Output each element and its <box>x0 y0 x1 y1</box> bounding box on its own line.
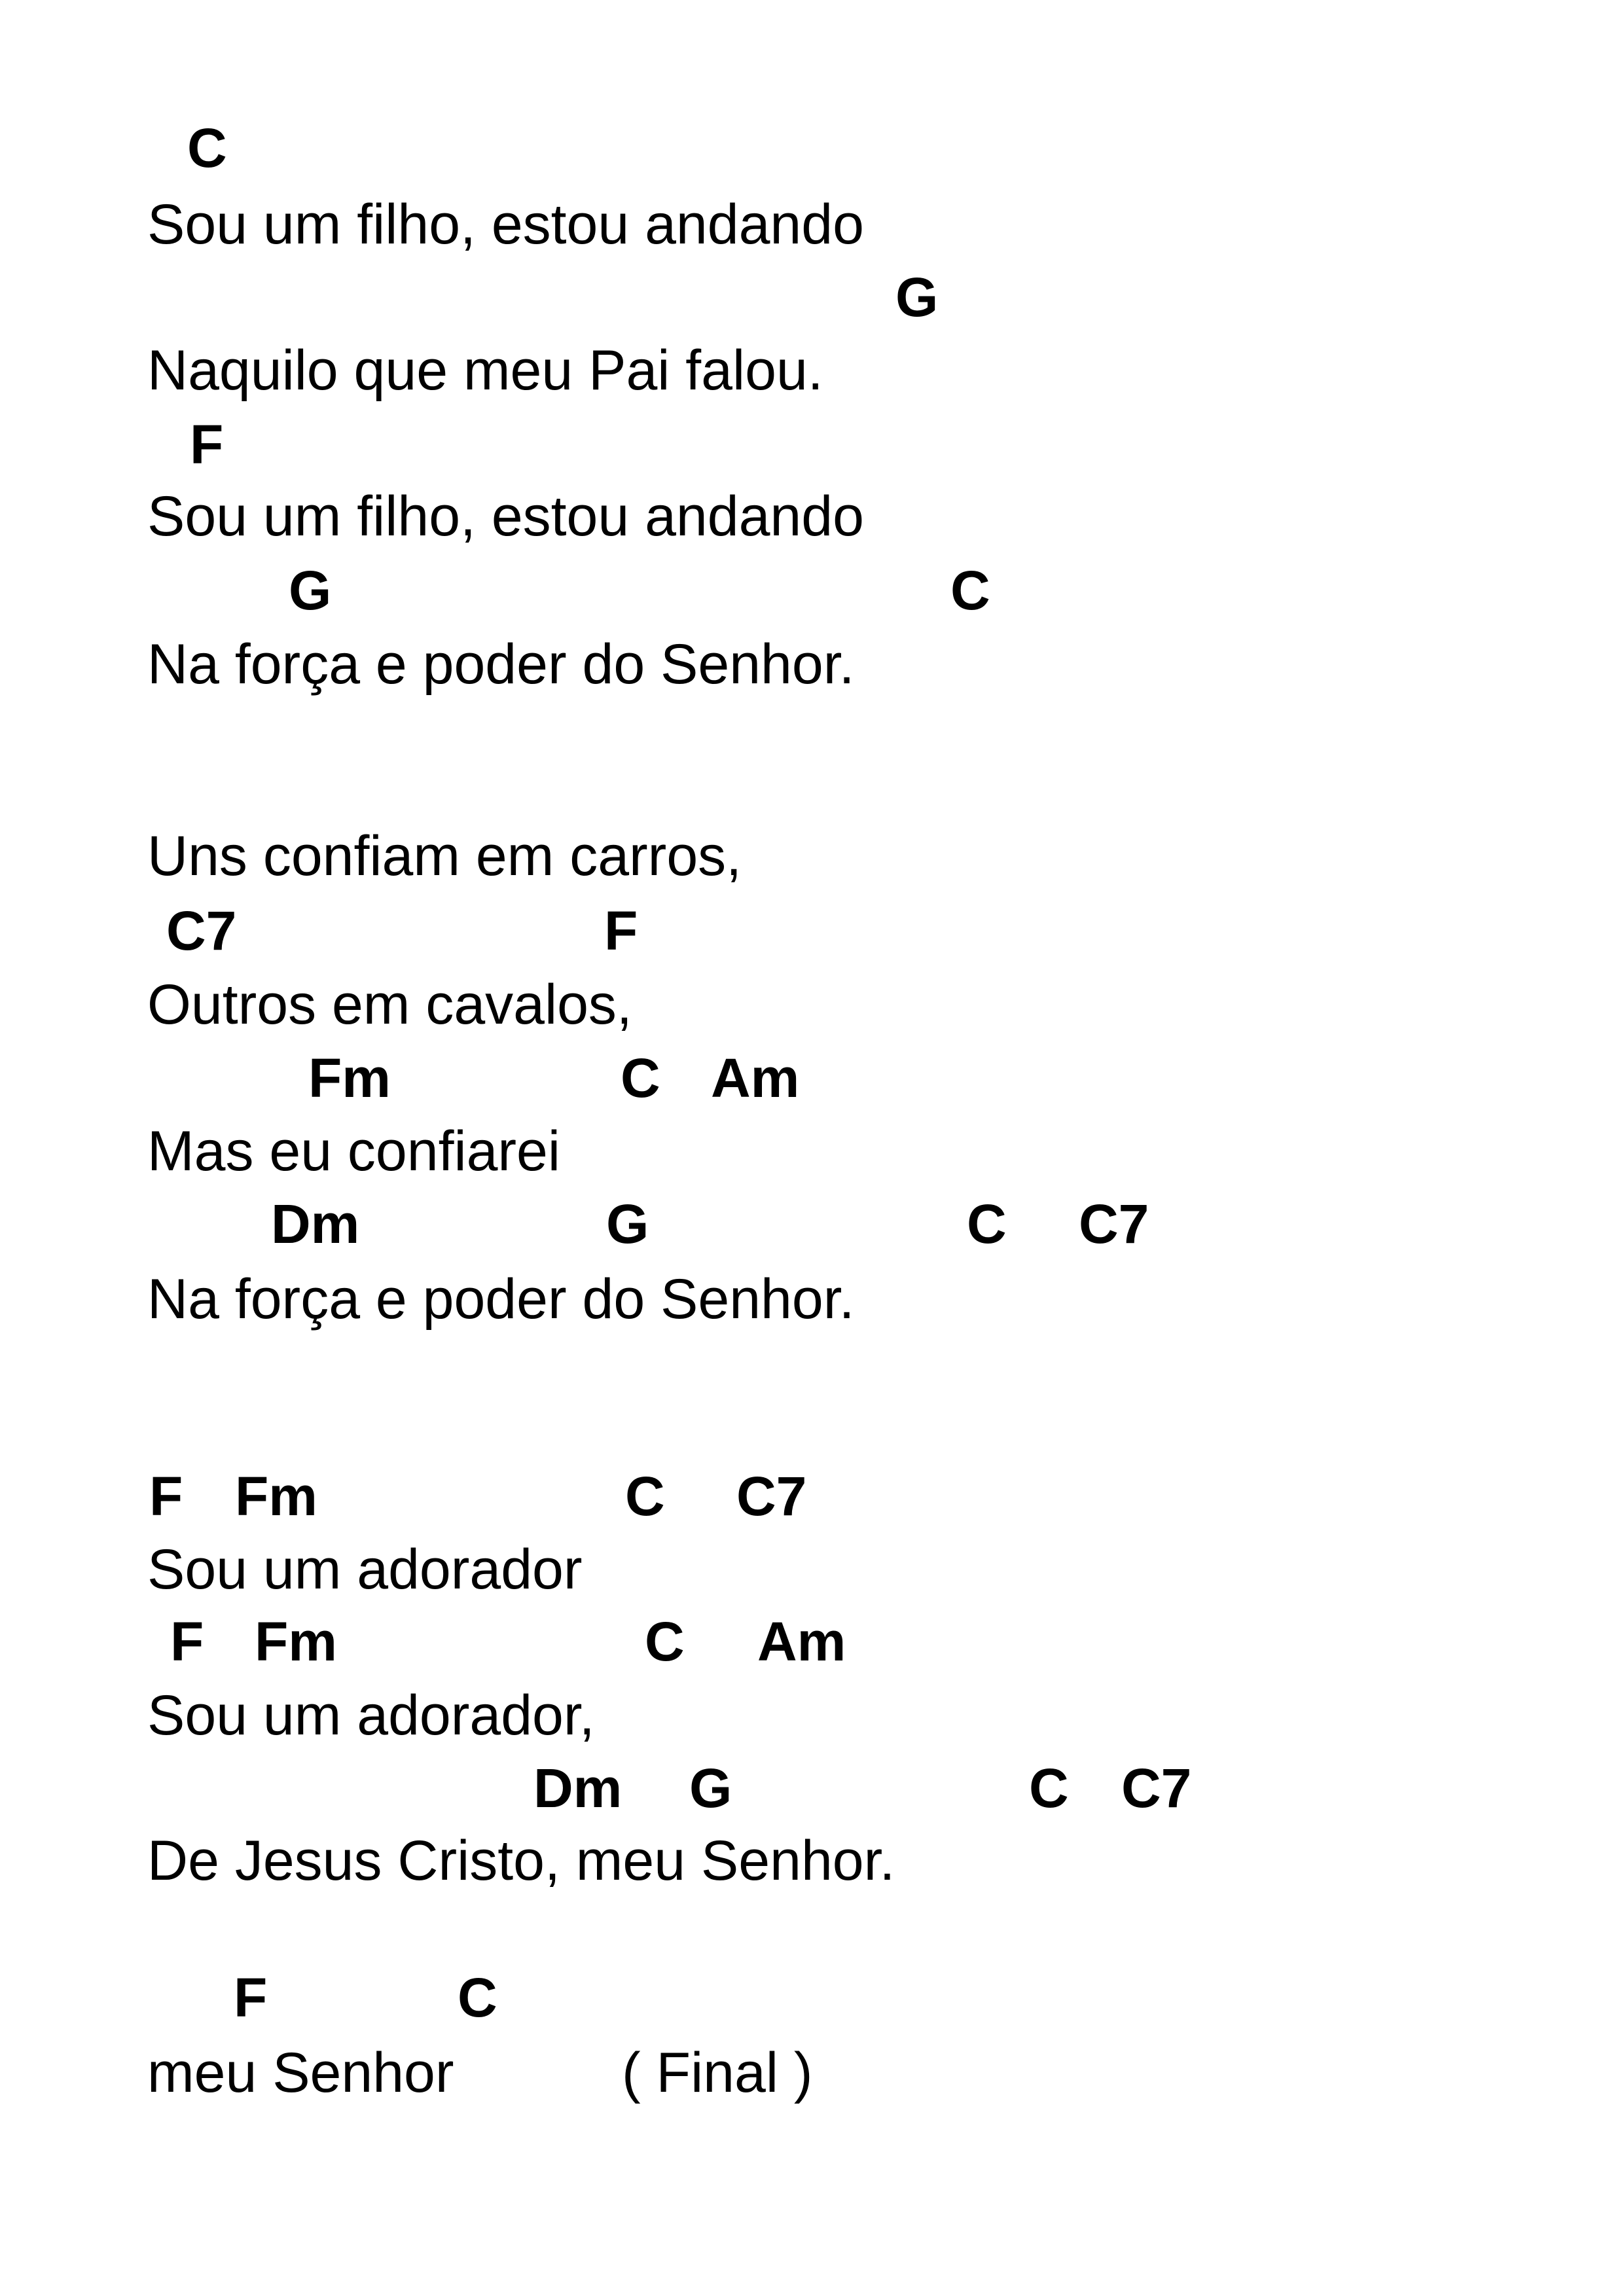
lyric-line: Na força e poder do Senhor. <box>147 633 855 696</box>
chord: C7 <box>1079 1193 1149 1255</box>
chord: F <box>170 1611 204 1672</box>
chord: Am <box>757 1611 846 1672</box>
lyric-line: Outros em cavalos, <box>147 973 632 1036</box>
chord: C7 <box>1121 1757 1192 1819</box>
chord: C <box>950 560 990 621</box>
lyric-line: Uns confiam em carros, <box>147 825 742 888</box>
chord: Fm <box>235 1465 317 1527</box>
chord: F <box>190 414 224 475</box>
lyric-line: Sou um filho, estou andando <box>147 485 864 548</box>
lyric-line: Sou um adorador, <box>147 1684 595 1747</box>
chord: C <box>1029 1757 1069 1819</box>
chord: F <box>234 1967 268 2028</box>
chord: Fm <box>308 1047 391 1109</box>
chord: G <box>689 1757 732 1819</box>
chord: C <box>187 117 227 179</box>
chord: Fm <box>255 1611 337 1672</box>
chord: C <box>458 1967 497 2028</box>
final-note: ( Final ) <box>622 2041 813 2104</box>
chord: C <box>625 1465 665 1527</box>
chord: C7 <box>166 900 237 961</box>
chord: G <box>606 1193 649 1255</box>
lyric-line: Sou um filho, estou andando <box>147 193 864 256</box>
chord: F <box>604 900 638 961</box>
chord: C <box>645 1611 685 1672</box>
chord: C <box>967 1193 1007 1255</box>
chord: G <box>895 266 939 328</box>
chord: C7 <box>736 1465 807 1527</box>
lyric-line: De Jesus Cristo, meu Senhor. <box>147 1829 895 1892</box>
chord: Am <box>711 1047 800 1109</box>
chord: Dm <box>533 1757 623 1819</box>
lyric-line: Sou um adorador <box>147 1538 583 1601</box>
chord: Dm <box>271 1193 360 1255</box>
chord: C <box>621 1047 660 1109</box>
chord: G <box>289 560 332 621</box>
lyric-line: Naquilo que meu Pai falou. <box>147 339 823 402</box>
chord: F <box>149 1465 183 1527</box>
lyric-line: Na força e poder do Senhor. <box>147 1268 855 1331</box>
lyric-line: Mas eu confiarei <box>147 1120 560 1183</box>
lyric-line: meu Senhor <box>147 2041 454 2104</box>
